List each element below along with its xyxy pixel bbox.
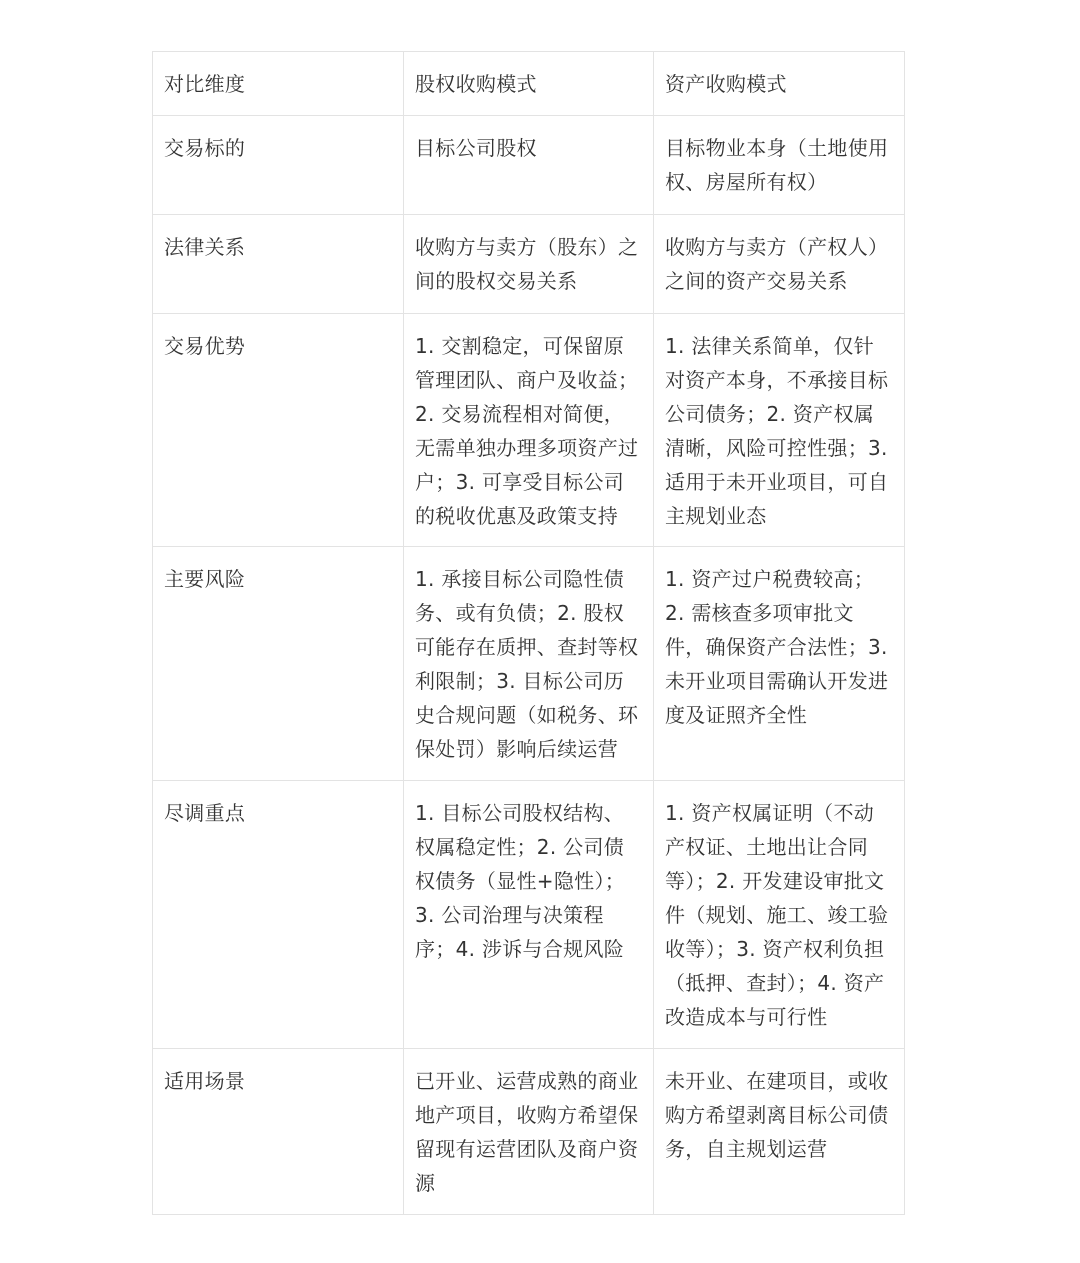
header-dimension: 对比维度 <box>153 52 404 116</box>
table-row <box>153 547 905 781</box>
row-equity-cell: 收购方与卖方（股东）之间的股权交易关系 <box>404 215 654 314</box>
header-equity-acquisition: 股权收购模式 <box>404 52 654 116</box>
comparison-table-container <box>152 51 904 1215</box>
table-header-row <box>153 52 905 116</box>
row-dimension-cell: 交易优势 <box>153 314 404 547</box>
row-asset-cell: 1. 资产权属证明（不动产权证、土地出让合同等）；2. 开发建设审批文件（规划、施工、竣工验收等）；3. 资产权利负担（抵押、查封）；4. 资产改造成本与可行性 <box>654 781 905 1049</box>
row-equity-cell: 1. 交割稳定，可保留原管理团队、商户及收益；2. 交易流程相对简便，无需单独办理多项资产过户；3. 可享受目标公司的税收优惠及政策支持 <box>404 314 654 547</box>
row-asset-cell: 1. 资产过户税费较高；2. 需核查多项审批文件，确保资产合法性；3. 未开业项目需确认开发进度及证照齐全性 <box>654 547 905 781</box>
row-asset-cell: 未开业、在建项目，或收购方希望剥离目标公司债务，自主规划运营 <box>654 1049 905 1215</box>
row-equity-cell: 目标公司股权 <box>404 116 654 215</box>
row-equity-cell: 已开业、运营成熟的商业地产项目，收购方希望保留现有运营团队及商户资源 <box>404 1049 654 1215</box>
comparison-table <box>152 51 905 1215</box>
row-dimension-cell: 法律关系 <box>153 215 404 314</box>
row-asset-cell: 收购方与卖方（产权人）之间的资产交易关系 <box>654 215 905 314</box>
row-dimension-cell: 尽调重点 <box>153 781 404 1049</box>
row-asset-cell: 目标物业本身（土地使用权、房屋所有权） <box>654 116 905 215</box>
table-row <box>153 116 905 215</box>
table-row <box>153 314 905 547</box>
header-asset-acquisition: 资产收购模式 <box>654 52 905 116</box>
table-row <box>153 215 905 314</box>
row-equity-cell: 1. 目标公司股权结构、权属稳定性；2. 公司债权债务（显性+隐性）；3. 公司治理与决策程序；4. 涉诉与合规风险 <box>404 781 654 1049</box>
row-dimension-cell: 适用场景 <box>153 1049 404 1215</box>
table-row <box>153 1049 905 1215</box>
row-dimension-cell: 主要风险 <box>153 547 404 781</box>
table-row <box>153 781 905 1049</box>
row-asset-cell: 1. 法律关系简单，仅针对资产本身，不承接目标公司债务；2. 资产权属清晰，风险可控性强；3. 适用于未开业项目，可自主规划业态 <box>654 314 905 547</box>
row-dimension-cell: 交易标的 <box>153 116 404 215</box>
row-equity-cell: 1. 承接目标公司隐性债务、或有负债；2. 股权可能存在质押、查封等权利限制；3. 目标公司历史合规问题（如税务、环保处罚）影响后续运营 <box>404 547 654 781</box>
